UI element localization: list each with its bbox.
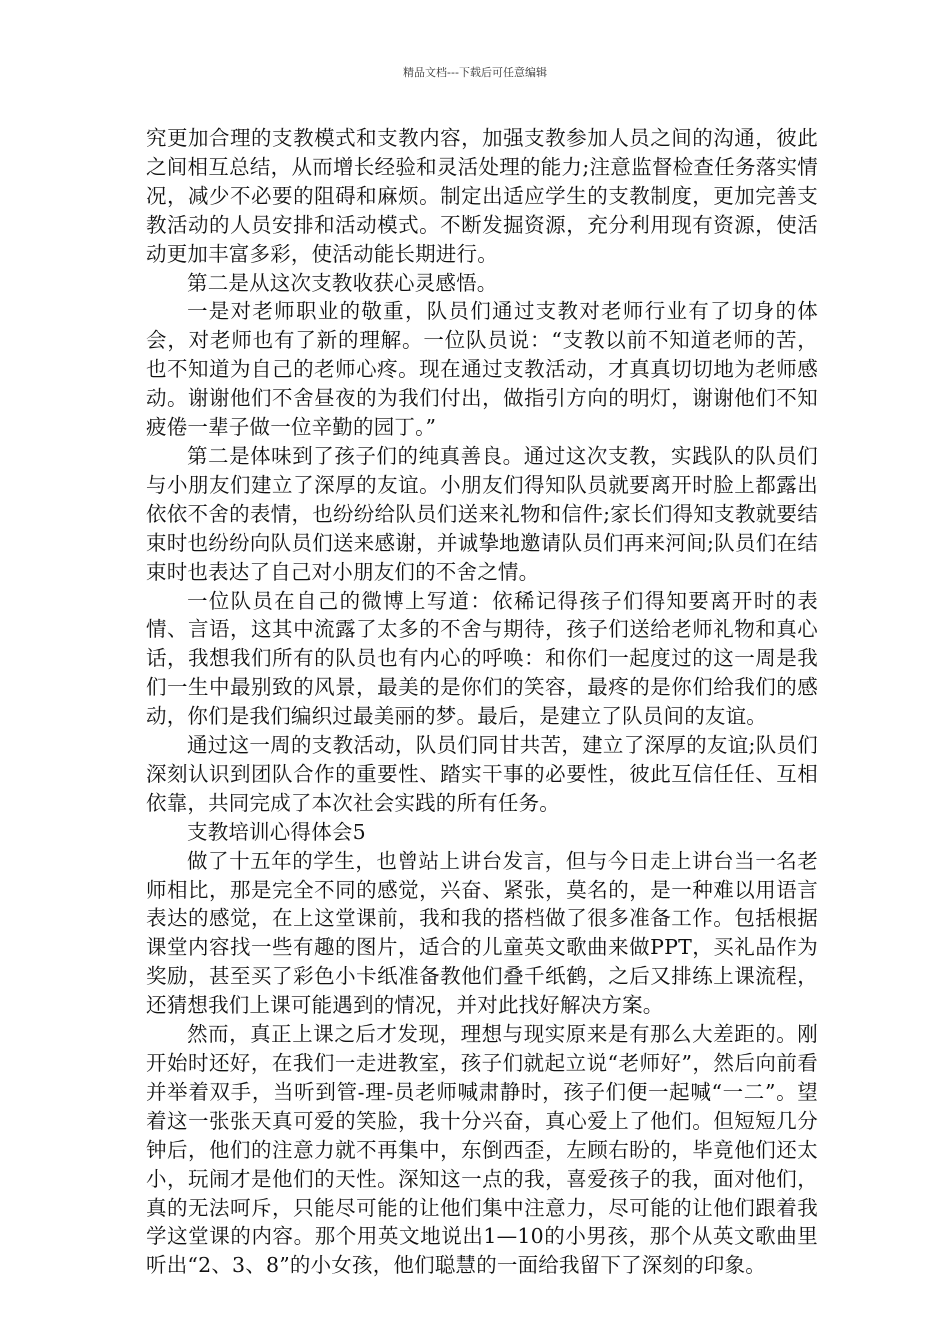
section-heading: 支教培训心得体会5	[187, 819, 366, 844]
paragraph: 通过这一周的支教活动，队员们同甘共苦，建立了深厚的友谊;队员们深刻认识到团队合作的重要性、踏实干事的必要性，彼此互信任任、互相依靠，共同完成了本次社会实践的所有任务。	[146, 733, 818, 815]
paragraph: 究更加合理的支教模式和支教内容，加强支教参加人员之间的沟通，彼此之间相互总结，从而增长经验和灵活处理的能力;注意监督检查任务落实情况，减少不必要的阻碍和麻烦。制定出适应学生的支教制度，更加完善支教活动的人员安排和活动模式。不断发掘资源，充分利用现有资源，使活动更加丰富多彩，使活动能长期进行。	[146, 126, 818, 266]
paragraph: 做了十五年的学生，也曾站上讲台发言，但与今日走上讲台当一名老师相比，那是完全不同的感觉，兴奋、紧张，莫名的，是一种难以用语言表达的感觉，在上这堂课前，我和我的搭档做了很多准备工作。包括根据课堂内容找一些有趣的图片，适合的儿童英文歌曲来做PPT，买礼品作为奖励，甚至买了彩色小卡纸准备教他们叠千纸鹤，之后又排练上课流程，还猜想我们上课可能遇到的情况，并对此找好解决方案。	[146, 848, 818, 1018]
paragraph: 第二是体味到了孩子们的纯真善良。通过这次支教，实践队的队员们与小朋友们建立了深厚的友谊。小朋友们得知队员就要离开时脸上都露出依依不舍的表情，也纷纷给队员们送来礼物和信件;家长们得知支教就要结束时也纷纷向队员们送来感谢，并诚挚地邀请队员们再来河间;队员们在结束时也表达了自己对小朋友们的不舍之情。	[146, 443, 818, 584]
document-body	[146, 124, 818, 1280]
paragraph: 第二是从这次支教收获心灵感悟。	[187, 270, 498, 295]
paragraph: 一位队员在自己的微博上写道：依稀记得孩子们得知要离开时的表情、言语，这其中流露了太多的不舍与期待，孩子们送给老师礼物和真心话，我想我们所有的队员也有内心的呼唤：和你们一起度过的这一周是我们一生中最别致的风景，最美的是你们的笑容，最疼的是你们给我们的感动，你们是我们编织过最美丽的梦。最后，是建立了队员间的友谊。	[146, 588, 818, 729]
paragraph: 然而，真正上课之后才发现，理想与现实原来是有那么大差距的。刚开始时还好，在我们一走进教室，孩子们就起立说“老师好”，然后向前看并举着双手，当听到管-理-员老师喊肃静时，孩子们便一起喊“一二”。望着这一张张天真可爱的笑脸，我十分兴奋，真心爱上了他们。但短短几分钟后，他们的注意力就不再集中，东倒西歪，左顾右盼的，毕竟他们还太小，玩闹才是他们的天性。深知这一点的我，喜爱孩子的我，面对他们，真的无法呵斥，只能尽可能的让他们集中注意力，尽可能的让他们跟着我学这堂课的内容。那个用英文地说出1—10的小男孩，那个从英文歌曲里听出“2、3、8”的小女孩，他们聪慧的一面给我留下了深刻的印象。	[146, 1022, 818, 1278]
page-header: 精品文档---下载后可任意编辑	[403, 66, 547, 79]
paragraph: 一是对老师职业的敬重，队员们通过支教对老师行业有了切身的体会，对老师也有了新的理解。一位队员说：“支教以前不知道老师的苦，也不知道为自己的老师心疼。现在通过支教活动，才真真切切地为老师感动。谢谢他们不舍昼夜的为我们付出，做指引方向的明灯，谢谢他们不知疲倦一辈子做一位辛勤的园丁。”	[146, 299, 818, 440]
